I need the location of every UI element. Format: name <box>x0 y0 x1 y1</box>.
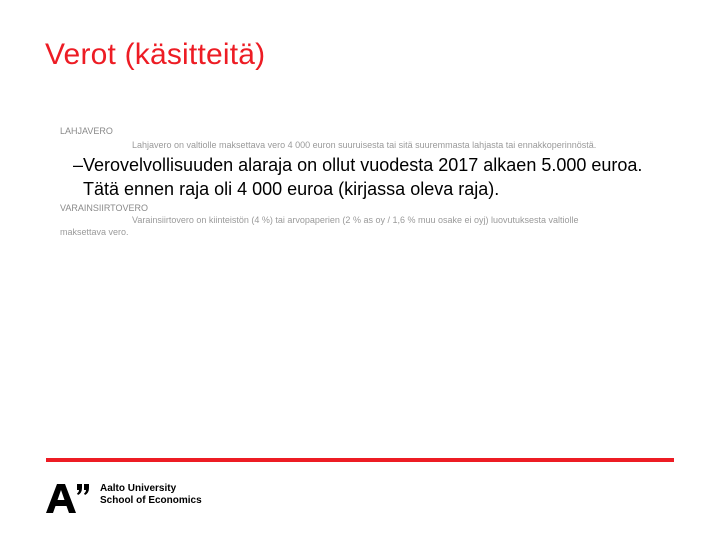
logo-line-1: Aalto University <box>100 483 177 494</box>
lahjavero-text: Lahjavero on valtiolle maksettava vero 4 000 euron suuruisesta tai sitä suuremmasta lahjasta tai ennakkoperinnöstä. <box>132 140 597 150</box>
lahjavero-heading: LAHJAVERO <box>60 126 113 136</box>
main-bullet-line-2: Tätä ennen raja oli 4 000 euroa (kirjassa oleva raja). <box>83 179 500 199</box>
footer-divider <box>46 458 674 462</box>
aalto-logo-icon <box>45 482 93 514</box>
varainsiirtovero-text-line-2: maksettava vero. <box>60 227 129 237</box>
main-bullet-line-1: –Verovelvollisuuden alaraja on ollut vuodesta 2017 alkaen 5.000 euroa. <box>73 155 643 175</box>
slide-title: Verot (käsitteitä) <box>45 38 266 71</box>
main-bullet <box>73 153 642 201</box>
varainsiirtovero-heading: VARAINSIIRTOVERO <box>60 203 149 213</box>
varainsiirtovero-text-line-1: Varainsiirtovero on kiinteistön (4 %) tai arvopaperien (2 % as oy / 1,6 % muu osake ei oyj) luovutuksesta valtiolle <box>132 215 579 225</box>
logo-line-2: School of Economics <box>100 495 202 506</box>
logo-text <box>100 483 202 507</box>
